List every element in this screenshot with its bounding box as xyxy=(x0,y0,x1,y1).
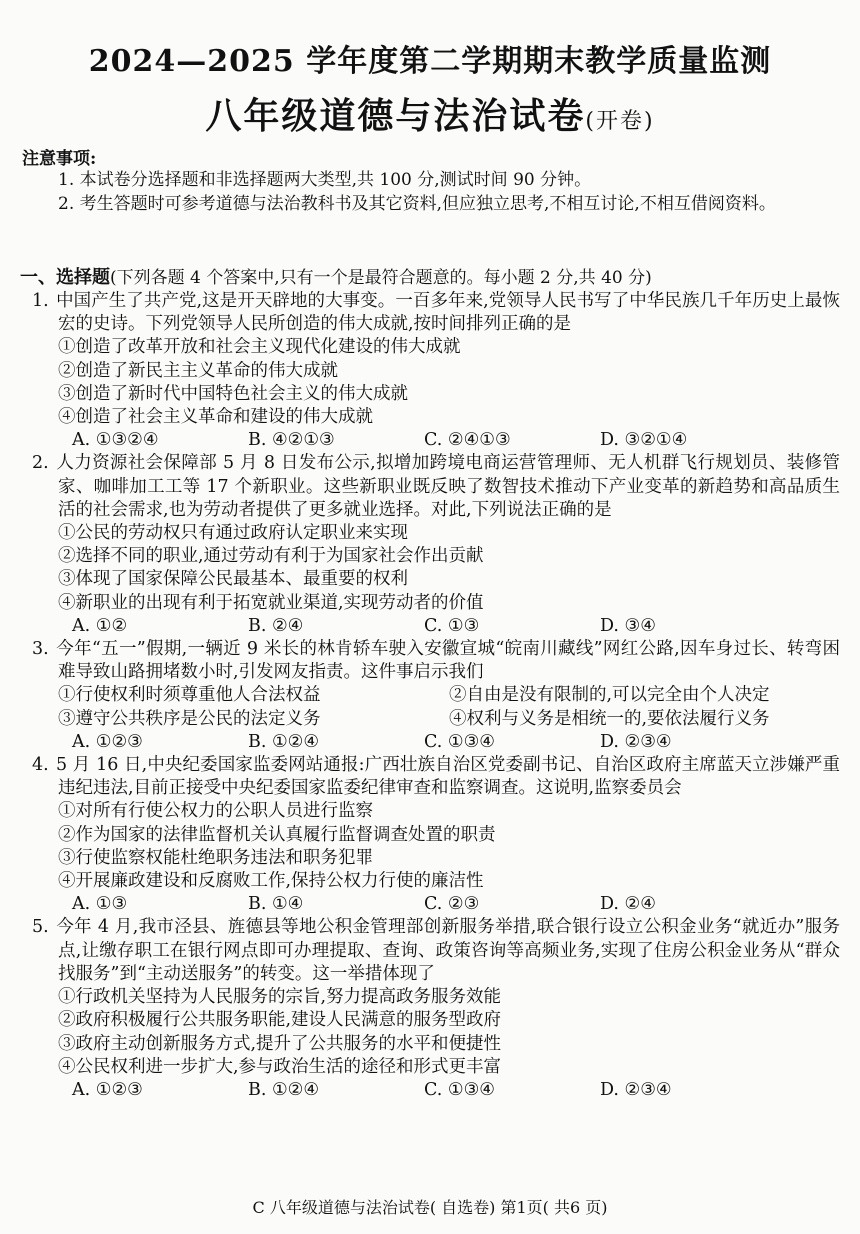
question-4 xyxy=(32,754,840,916)
statement-option: ②创造了新民主主义革命的伟大成就 xyxy=(58,360,338,381)
question-stem: 5 月 16 日,中央纪委国家监委网站通报:广西壮族自治区党委副书记、自治区政府主席蓝天立涉嫌严重违纪违法,目前正接受中央纪委国家监委纪律审查和监察调查。这说明,监察委员会 xyxy=(56,755,840,799)
notice-heading: 注意事项: xyxy=(22,149,97,169)
answer-choices xyxy=(58,731,840,754)
answer-choices xyxy=(58,1079,840,1102)
choice-b[interactable]: B. ②④ xyxy=(248,615,304,636)
statement-option: ④创造了社会主义革命和建设的伟大成就 xyxy=(58,407,373,428)
question-number: 5. xyxy=(32,917,49,938)
section-title: 一、选择题 xyxy=(20,267,110,288)
statement-option: ③遵守公共秩序是公民的法定义务 xyxy=(58,708,321,729)
choice-c[interactable]: C. ②③ xyxy=(424,894,480,915)
choice-d[interactable]: D. ②④ xyxy=(600,894,656,915)
question-stem: 今年“五一”假期,一辆近 9 米长的林肯轿车驶入安徽宣城“皖南川藏线”网红公路,因车身过长、转弯困难导致山路拥堵数小时,引发网友指责。这件事启示我们 xyxy=(56,639,840,683)
question-2 xyxy=(32,452,840,638)
choice-a[interactable]: A. ①②③ xyxy=(72,1079,143,1100)
choice-b[interactable]: B. ①④ xyxy=(248,894,304,915)
question-5 xyxy=(32,916,840,1102)
subject-title-main: 八年级道德与法治试卷 xyxy=(205,95,586,137)
choice-c[interactable]: C. ①③④ xyxy=(424,731,495,752)
choice-d[interactable]: D. ②③④ xyxy=(600,1079,672,1100)
question-3 xyxy=(32,638,840,754)
choice-a[interactable]: A. ①②③ xyxy=(72,731,143,752)
statement-option: ②自由是没有限制的,可以完全由个人决定 xyxy=(449,685,770,706)
statement-option: ③创造了新时代中国特色社会主义的伟大成就 xyxy=(58,383,408,404)
choice-c[interactable]: C. ①③ xyxy=(424,615,480,636)
statement-option: ④公民权利进一步扩大,参与政治生活的途径和形式更丰富 xyxy=(58,1056,502,1077)
answer-choices xyxy=(58,429,840,452)
statement-row xyxy=(58,684,840,707)
exam-title: 2024—2025 学年度第二学期期末教学质量监测 xyxy=(88,44,772,79)
notice-item-2: 2. 考生答题时可参考道德与法治教科书及其它资料,但应独立思考,不相互讨论,不相互借阅资料。 xyxy=(58,194,776,214)
statement-option: ④权利与义务是相统一的,要依法履行义务 xyxy=(449,708,770,729)
statement-option: ①行使权利时须尊重他人合法权益 xyxy=(58,685,321,706)
question-number: 2. xyxy=(32,453,49,474)
choice-d[interactable]: D. ③②①④ xyxy=(600,430,688,451)
question-stem: 今年 4 月,我市泾县、旌德县等地公积金管理部创新服务举措,联合银行设立公积金业务“就近办”服务点,让缴存职工在银行网点即可办理提取、查询、政策咨询等高频业务,实现了住房公积金业务从“群众找服务”到“主动送服务”的转变。这一举措体现了 xyxy=(56,917,840,984)
statement-option: ①创造了改革开放和社会主义现代化建设的伟大成就 xyxy=(58,337,461,358)
question-number: 3. xyxy=(32,639,49,660)
answer-choices xyxy=(58,893,840,916)
statement-option: ④开展廉政建设和反腐败工作,保持公权力行使的廉洁性 xyxy=(58,871,484,892)
choice-d[interactable]: D. ③④ xyxy=(600,615,656,636)
statement-option: ④新职业的出现有利于拓宽就业渠道,实现劳动者的价值 xyxy=(58,592,484,613)
statement-option: ③政府主动创新服务方式,提升了公共服务的水平和便捷性 xyxy=(58,1033,502,1054)
choice-a[interactable]: A. ①③②④ xyxy=(72,430,159,451)
statement-option: ②政府积极履行公共服务职能,建设人民满意的服务型政府 xyxy=(58,1010,502,1031)
section-heading xyxy=(20,263,850,289)
subject-title-sub: (开卷) xyxy=(585,109,655,134)
statement-option: ①行政机关坚持为人民服务的宗旨,努力提高政务服务效能 xyxy=(58,987,502,1008)
question-number: 4. xyxy=(32,755,49,776)
notice-item-1: 1. 本试卷分选择题和非选择题两大类型,共 100 分,测试时间 90 分钟。 xyxy=(58,170,592,190)
section-description: (下列各题 4 个答案中,只有一个是最符合题意的。每小题 2 分,共 40 分) xyxy=(110,268,652,288)
question-1 xyxy=(32,290,840,452)
question-stem: 人力资源社会保障部 5 月 8 日发布公示,拟增加跨境电商运营管理师、无人机群飞行规划员、装修管家、咖啡加工工等 17 个新职业。这些新职业既反映了数智技术推动下产业变革的新趋势和高品质生活的社会需求,也为劳动者提供了更多就业选择。对此,下列说法正确的是 xyxy=(56,453,840,520)
question-list xyxy=(32,290,840,1102)
question-stem: 中国产生了共产党,这是开天辟地的大事变。一百多年来,党领导人民书写了中华民族几千年历史上最恢宏的史诗。下列党领导人民所创造的伟大成就,按时间排列正确的是 xyxy=(56,291,840,335)
page-footer: C 八年级道德与法治试卷( 自选卷) 第1页( 共6 页) xyxy=(252,1198,608,1217)
answer-choices xyxy=(58,615,840,638)
statement-option: ③行使监察权能杜绝职务违法和职务犯罪 xyxy=(58,847,373,868)
statement-option: ②作为国家的法律监督机关认真履行监督调查处置的职责 xyxy=(58,824,496,845)
choice-a[interactable]: A. ①③ xyxy=(72,894,128,915)
choice-b[interactable]: B. ④②①③ xyxy=(248,430,335,451)
question-number: 1. xyxy=(32,291,49,311)
subject-title xyxy=(0,88,860,139)
choice-b[interactable]: B. ①②④ xyxy=(248,731,320,752)
statement-option: ③体现了国家保障公民最基本、最重要的权利 xyxy=(58,569,408,590)
choice-d[interactable]: D. ②③④ xyxy=(600,731,672,752)
statement-row xyxy=(58,708,840,731)
statement-option: ②选择不同的职业,通过劳动有利于为国家社会作出贡献 xyxy=(58,546,484,567)
choice-a[interactable]: A. ①② xyxy=(72,615,128,636)
statement-option: ①公民的劳动权只有通过政府认定职业来实现 xyxy=(58,523,408,544)
choice-c[interactable]: C. ②④①③ xyxy=(424,430,511,451)
statement-option: ①对所有行使公权力的公职人员进行监察 xyxy=(58,801,373,822)
choice-b[interactable]: B. ①②④ xyxy=(248,1079,320,1100)
choice-c[interactable]: C. ①③④ xyxy=(424,1079,495,1100)
